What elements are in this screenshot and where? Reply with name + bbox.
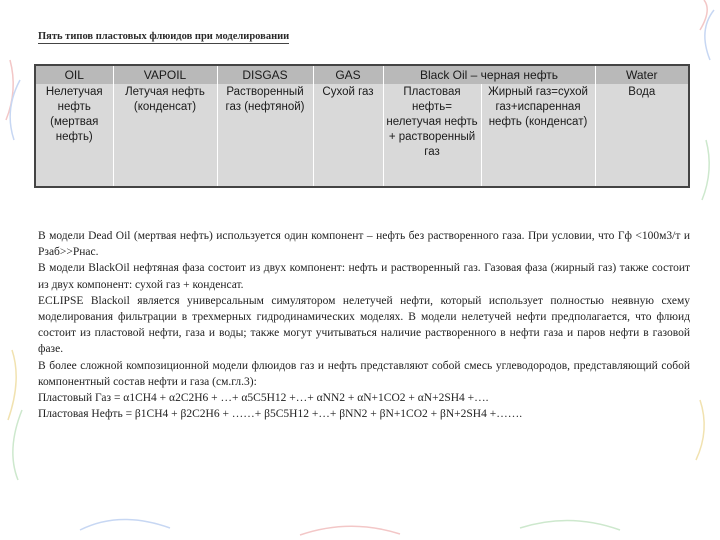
table-row xyxy=(35,84,689,187)
cell-rich-gas: Жирный газ=сухой газ+испаренная нефть (конденсат) xyxy=(481,84,595,187)
header-oil: OIL xyxy=(35,65,113,84)
paragraph-black-oil: В модели BlackOil нефтяная фаза состоит из двух компонент: нефть и растворенный газ. Газовая фаза (жирный газ) также состоит из двух компонент: сухой газ + конденсат. xyxy=(38,262,690,291)
cell-vapoil: Летучая нефть (конденсат) xyxy=(113,84,217,187)
paragraph-dead-oil: В модели Dead Oil (мертвая нефть) используется один компонент – нефть без растворенного газа. При условии, что Гф <100м3/т и Рзаб>>Рнас. xyxy=(38,230,690,259)
formula-reservoir-gas: Пластовый Газ = α1CH4 + α2C2H6 + …+ α5C5H12 +…+ αNN2 + αN+1CO2 + αN+2SH4 +…. xyxy=(38,392,489,405)
paragraph-compositional: В более сложной композиционной модели флюидов газ и нефть представляют собой смесь углеводородов, представляющий собой компонентный состав нефти и газа (см.гл.3): xyxy=(38,359,690,388)
header-gas: GAS xyxy=(313,65,383,84)
cell-reservoir-oil: Пластовая нефть= нелетучая нефть + растворенный газ xyxy=(383,84,481,187)
header-disgas: DISGAS xyxy=(217,65,313,84)
cell-water: Вода xyxy=(595,84,689,187)
fluid-types-table xyxy=(34,64,690,188)
header-vapoil: VAPOIL xyxy=(113,65,217,84)
paragraph-eclipse: ECLIPSE Blackoil является универсальным симулятором нелетучей нефти, который использует полностью неявную схему моделирования фильтрации в трехмерных гидродинамических моделях. В модели нелетучей нефти предполагается, что флюид состоит из пластовой нефти, газа и воды; также могут учитываться наличие растворенного в нефти газа и паров нефти в газовой фазе. xyxy=(38,294,690,356)
header-black-oil: Black Oil – черная нефть xyxy=(383,65,595,84)
header-water: Water xyxy=(595,65,689,84)
slide-title: Пять типов пластовых флюидов при моделировании xyxy=(38,31,290,42)
cell-oil: Нелетучая нефть (мертвая нефть) xyxy=(35,84,113,187)
cell-disgas: Растворенный газ (нефтяной) xyxy=(217,84,313,187)
body-text xyxy=(38,228,690,422)
cell-gas: Сухой газ xyxy=(313,84,383,187)
decorative-streaks-right xyxy=(690,0,720,540)
table-header-row xyxy=(35,65,689,84)
decorative-streaks-bottom xyxy=(0,500,720,540)
formula-reservoir-oil: Пластовая Нефть = β1CH4 + β2C2H6 + ……+ β5C5H12 +…+ βNN2 + βN+1CO2 + βN+2SH4 +……. xyxy=(38,408,523,421)
